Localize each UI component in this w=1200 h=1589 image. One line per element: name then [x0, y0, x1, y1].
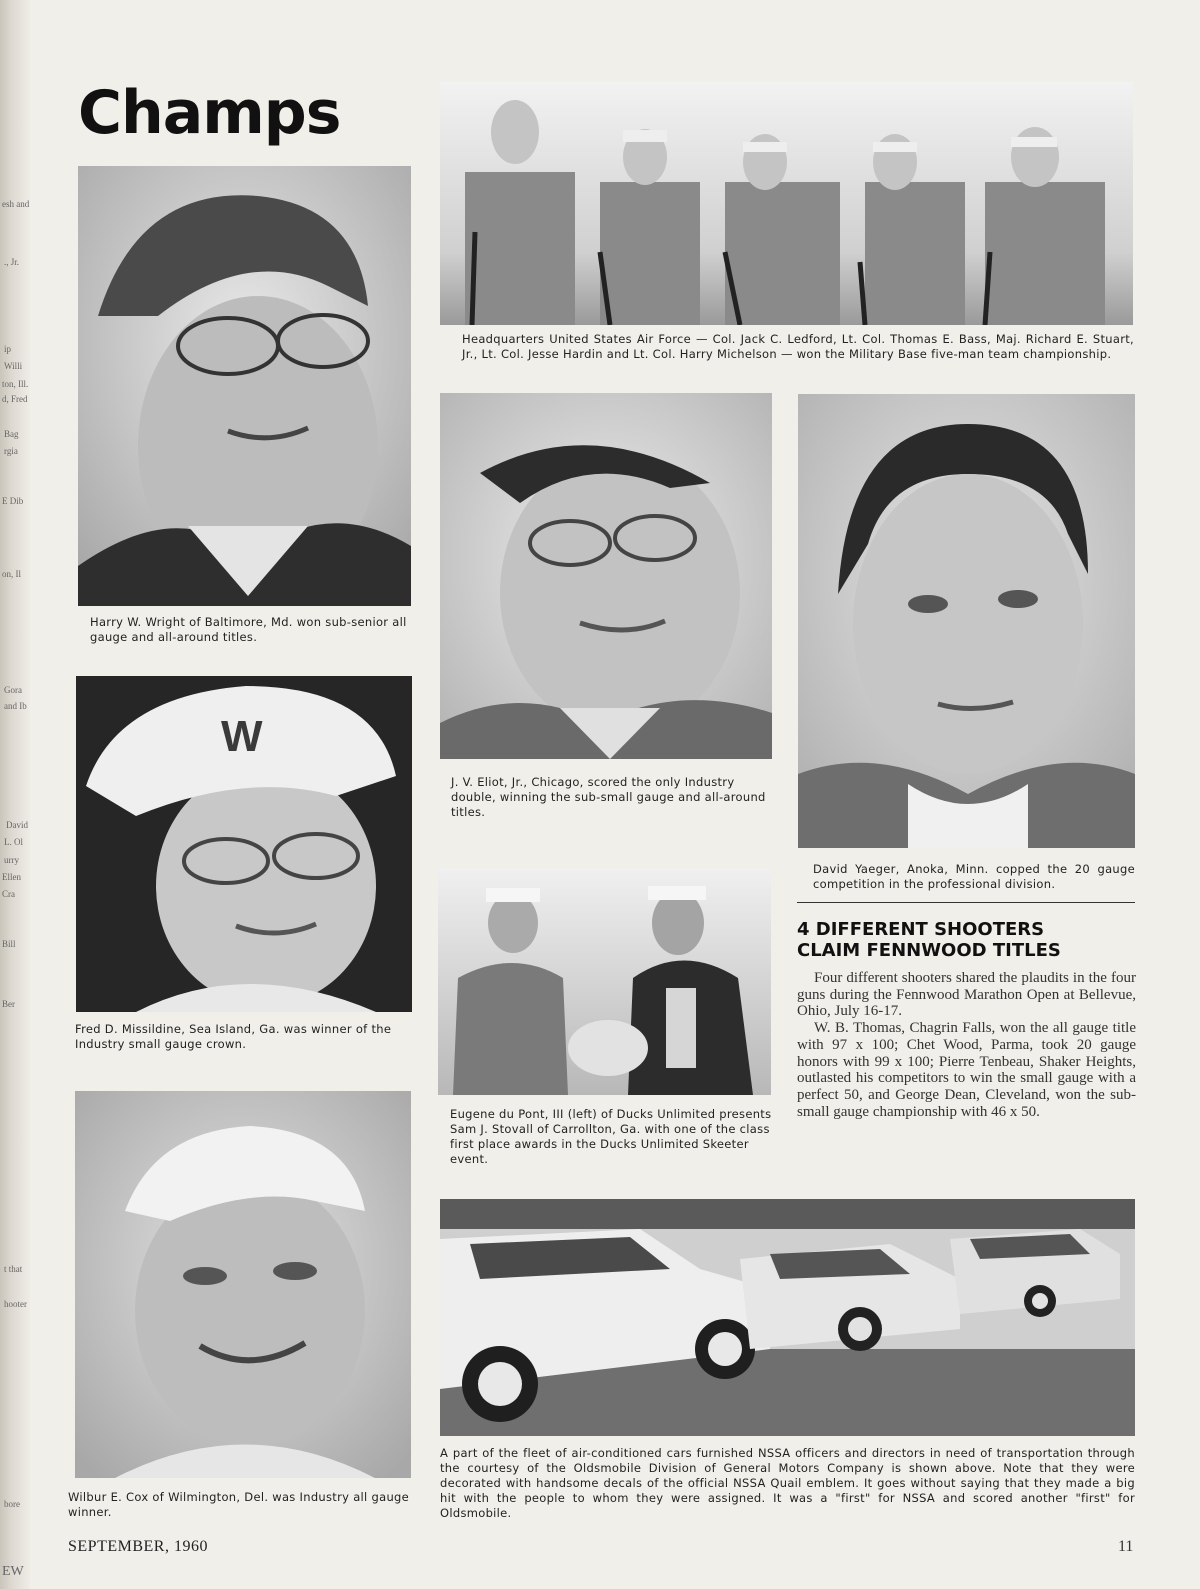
- gutter-text: hooter: [4, 1299, 27, 1309]
- adjacent-page-edge: [0, 0, 30, 1589]
- gutter-text: bore: [4, 1499, 20, 1509]
- air-force-caption: Headquarters United States Air Force — Col. Jack C. Ledford, Lt. Col. Thomas E. Bass, Maj. Richard E. Stuart, Jr., Lt. Col. Jesse Hardin and Lt. Col. Harry Michelson — won the Military Base five-man team championship.: [462, 332, 1134, 361]
- article-heading-line-2: CLAIM FENNWOOD TITLES: [797, 940, 1061, 961]
- page-title: Champs: [78, 78, 341, 148]
- fleet-caption: A part of the fleet of air-conditioned cars furnished NSSA officers and directors in need of transportation through the courtesy of the Oldsmobile Division of General Motors Company is shown above. Note that they were decorated with handsome decals of the official NSSA Quail emblem. It goes without saying that they made a big hit with the people to whom they were assigned. It was a "first" for NSSA and scored another "first" for Oldsmobile.: [440, 1446, 1135, 1520]
- article-heading: [797, 919, 1137, 961]
- gutter-text: Ber: [2, 999, 15, 1009]
- eliot-portrait-photo: [440, 393, 772, 759]
- gutter-text: Bag: [4, 429, 19, 439]
- gutter-text: E Dib: [2, 496, 24, 506]
- gutter-text: Cra: [2, 889, 15, 899]
- article-paragraph: Four different shooters shared the plaudits in the four guns during the Fennwood Marathon Open at Bellevue, Ohio, July 16-17.: [797, 970, 1136, 1020]
- gutter-text: Gora: [4, 685, 22, 695]
- du-pont-stovall-award-photo: [438, 868, 771, 1095]
- cox-caption: Wilbur E. Cox of Wilmington, Del. was Industry all gauge winner.: [68, 1490, 410, 1519]
- du-pont-caption: Eugene du Pont, III (left) of Ducks Unlimited presents Sam J. Stovall of Carrollton, Ga. with one of the class first place awards in the Ducks Unlimited Skeeter event.: [450, 1107, 772, 1166]
- article-paragraph: W. B. Thomas, Chagrin Falls, won the all gauge title with 97 x 100; Chet Wood, Parma, took 20 gauge honors with 99 x 100; Pierre Tenbeau, Shaker Heights, outlasted his competitors to win the small gauge with a perfect 50, and George Dean, Cleveland, won the sub-small gauge championship with 46 x 50.: [797, 1020, 1136, 1120]
- gutter-text: EW: [2, 1564, 24, 1579]
- gutter-text: Bill: [2, 939, 16, 949]
- gutter-text: and Ib: [4, 701, 27, 711]
- missildine-portrait-photo: [76, 676, 412, 1012]
- gutter-text: esh and: [2, 199, 30, 209]
- oldsmobile-fleet-photo: [440, 1199, 1135, 1436]
- yaeger-portrait-photo: [798, 394, 1135, 848]
- eliot-caption: J. V. Eliot, Jr., Chicago, scored the only Industry double, winning the sub-small gauge and all-around titles.: [451, 775, 766, 819]
- missildine-caption: Fred D. Missildine, Sea Island, Ga. was winner of the Industry small gauge crown.: [75, 1022, 392, 1051]
- gutter-text: ., Jr.: [4, 257, 20, 267]
- air-force-team-photo: [440, 82, 1133, 325]
- gutter-text: ip: [4, 344, 12, 354]
- gutter-text: d, Fred: [2, 394, 28, 404]
- wright-portrait-photo: [78, 166, 411, 606]
- gutter-text: t that: [4, 1264, 23, 1274]
- gutter-text: rgia: [4, 446, 18, 456]
- gutter-text: urry: [4, 855, 19, 865]
- svg-text:W: W: [221, 712, 263, 761]
- cox-portrait-photo: [75, 1091, 411, 1478]
- gutter-text: ton, Ill.: [2, 379, 29, 389]
- article-heading-line-1: 4 DIFFERENT SHOOTERS: [797, 919, 1045, 940]
- yaeger-caption: David Yaeger, Anoka, Minn. copped the 20 gauge competition in the professional division.: [813, 862, 1135, 891]
- gutter-text: Ellen: [2, 872, 21, 882]
- caption-divider: [797, 902, 1135, 903]
- article-body: [797, 970, 1136, 1120]
- wright-caption: Harry W. Wright of Baltimore, Md. won sub-senior all gauge and all-around titles.: [90, 615, 407, 644]
- issue-date: SEPTEMBER, 1960: [68, 1538, 208, 1555]
- gutter-text: David: [6, 820, 28, 830]
- gutter-text: Willi: [4, 361, 23, 371]
- page-number: 11: [1118, 1538, 1134, 1555]
- gutter-text: L. Ol: [4, 837, 23, 847]
- gutter-text: on, Il: [2, 569, 21, 579]
